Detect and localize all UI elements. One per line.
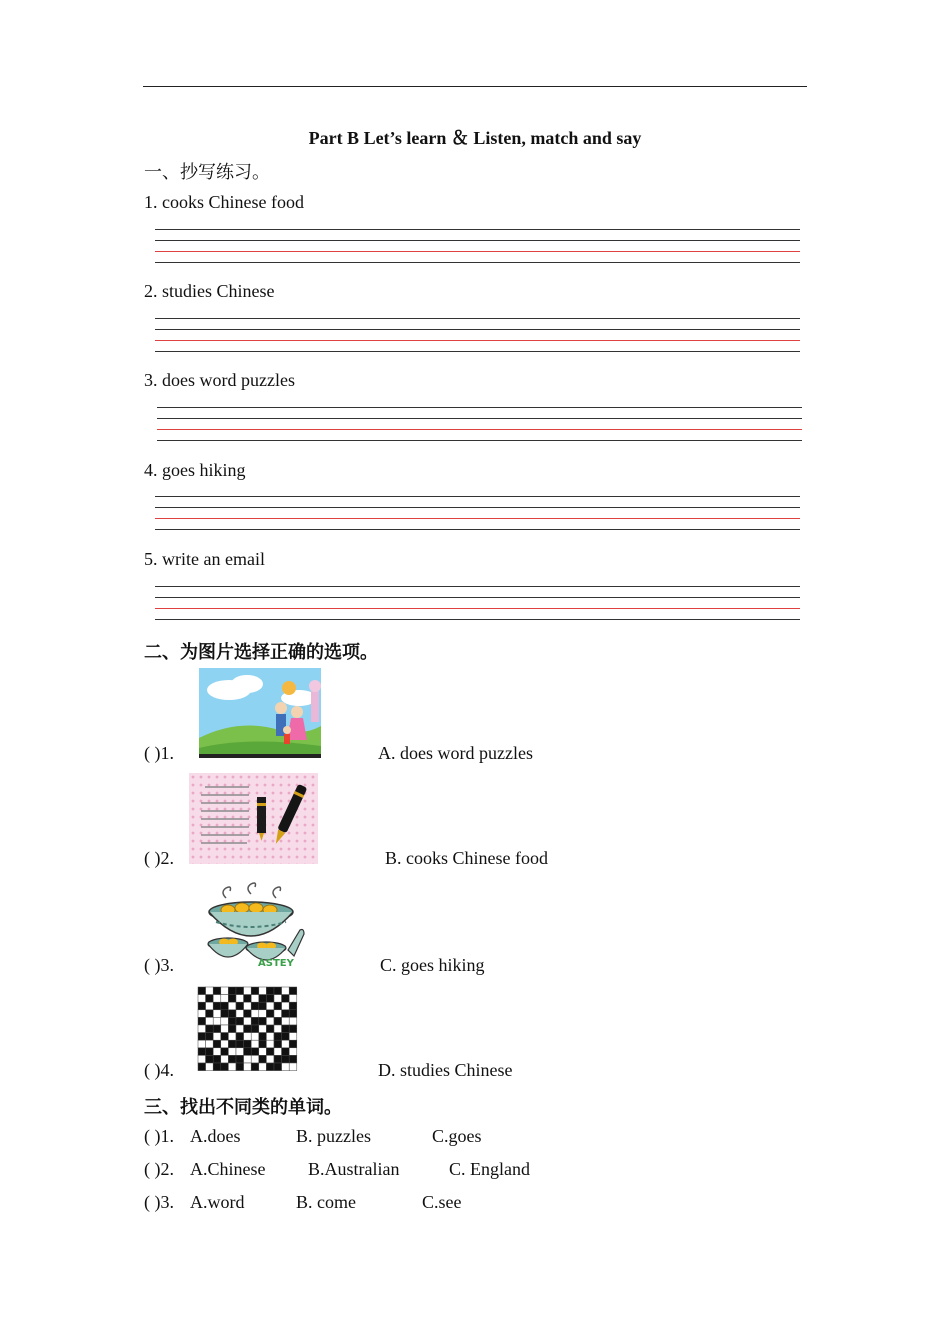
crossword-cell [198,987,206,995]
crossword-cell [228,1063,236,1071]
crossword-cell [244,1002,252,1010]
crossword-cell [228,987,236,995]
crossword-cell [198,1063,206,1071]
crossword-cell [282,987,290,995]
crossword-cell [206,1048,214,1056]
crossword-cell [259,1017,267,1025]
crossword-cell [259,995,267,1003]
odd-one-out-blank-2[interactable]: ( )2. [144,1159,174,1179]
crossword-cell [236,987,244,995]
crossword-cell [244,1025,252,1033]
crossword-cell [198,995,206,1003]
crossword-cell [274,1025,282,1033]
crossword-cell [274,1017,282,1025]
crossword-cell [251,1063,259,1071]
crossword-cell [282,1025,290,1033]
food-bowls-picture [196,880,306,972]
crossword-cell [198,1048,206,1056]
family-hiking-picture [199,668,321,758]
crossword-cell [206,1033,214,1041]
section2-heading: 二、为图片选择正确的选项。 [144,642,378,662]
crossword-cell [221,1002,229,1010]
crossword-cell [221,1063,229,1071]
crossword-cell [236,1055,244,1063]
crossword-cell [228,1033,236,1041]
copy-item-2: 2. studies Chinese [144,281,275,301]
crossword-cell [244,987,252,995]
writing-lines-5[interactable] [155,586,800,620]
crossword-cell [228,1048,236,1056]
crossword-cell [282,1063,290,1071]
crossword-cell [274,1040,282,1048]
crossword-cell [289,987,297,995]
crossword-cell [289,1063,297,1071]
crossword-cell [289,1040,297,1048]
answer-blank-1[interactable]: ( )1. [144,743,174,763]
copy-item-4: 4. goes hiking [144,460,246,480]
svg-text:ASTEY: ASTEY [258,958,294,969]
crossword-cell [244,1055,252,1063]
crossword-cell [282,995,290,1003]
crossword-cell [274,1002,282,1010]
crossword-cell [274,987,282,995]
crossword-cell [251,995,259,1003]
crossword-cell [259,1055,267,1063]
crossword-cell [282,1040,290,1048]
odd-one-out-2-b: B.Australian [308,1159,400,1179]
crossword-cell [282,1055,290,1063]
crossword-cell [236,995,244,1003]
crossword-cell [251,1025,259,1033]
crossword-cell [289,1017,297,1025]
crossword-cell [289,1033,297,1041]
writing-lines-1[interactable] [155,229,800,263]
crossword-cell [244,1040,252,1048]
crossword-cell [198,1055,206,1063]
crossword-cell [282,1033,290,1041]
crossword-cell [236,1002,244,1010]
odd-one-out-2-a: A.Chinese [190,1159,266,1179]
crossword-cell [213,995,221,1003]
odd-one-out-2-c: C. England [449,1159,530,1179]
crossword-cell [228,1025,236,1033]
crossword-cell [282,1010,290,1018]
crossword-cell [221,995,229,1003]
option-d: D. studies Chinese [378,1060,513,1080]
option-c: C. goes hiking [380,955,485,975]
crossword-cell [259,987,267,995]
crossword-cell [198,1002,206,1010]
crossword-cell [236,1063,244,1071]
crossword-cell [198,1017,206,1025]
odd-one-out-1-c: C.goes [432,1126,482,1146]
crossword-cell [266,1025,274,1033]
crossword-cell [266,1055,274,1063]
crossword-cell [206,1025,214,1033]
header-rule [143,86,807,87]
crossword-cell [198,1010,206,1018]
crossword-cell [266,1048,274,1056]
crossword-cell [228,1002,236,1010]
crossword-cell [259,1025,267,1033]
crossword-cell [266,995,274,1003]
crossword-cell [228,995,236,1003]
copy-item-5: 5. write an email [144,549,265,569]
crossword-cell [274,1055,282,1063]
page-title: Part B Let’s learn ＆ Listen, match and say [308,128,642,148]
copy-item-1: 1. cooks Chinese food [144,192,304,212]
crossword-cell [274,1010,282,1018]
crossword-cell [244,1048,252,1056]
crossword-cell [274,1048,282,1056]
crossword-cell [266,1010,274,1018]
crossword-cell [282,1048,290,1056]
crossword-cell [251,1055,259,1063]
answer-blank-3[interactable]: ( )3. [144,955,174,975]
crossword-cell [228,1010,236,1018]
crossword-cell [259,1002,267,1010]
crossword-cell [289,1055,297,1063]
crossword-cell [221,1017,229,1025]
crossword-cell [206,995,214,1003]
crossword-cell [251,1033,259,1041]
crossword-cell [206,1063,214,1071]
crossword-cell [228,1040,236,1048]
crossword-cell [213,1002,221,1010]
crossword-cell [244,1033,252,1041]
crossword-cell [251,1002,259,1010]
odd-one-out-3-c: C.see [422,1192,462,1212]
chinese-writing-pen-picture [189,773,318,864]
odd-one-out-1-a: A.does [190,1126,241,1146]
crossword-cell [259,1063,267,1071]
crossword-cell [221,1033,229,1041]
crossword-cell [213,1033,221,1041]
crossword-cell [259,1048,267,1056]
crossword-cell [259,1033,267,1041]
section1-heading: 一、抄写练习。 [144,162,270,182]
crossword-cell [198,1033,206,1041]
crossword-cell [206,987,214,995]
crossword-cell [206,1055,214,1063]
crossword-cell [266,1002,274,1010]
crossword-cell [198,1025,206,1033]
crossword-cell [289,1025,297,1033]
option-a: A. does word puzzles [378,743,533,763]
crossword-cell [289,1010,297,1018]
crossword-cell [251,1010,259,1018]
crossword-cell [282,1017,290,1025]
crossword-cell [251,1048,259,1056]
crossword-cell [221,1055,229,1063]
crossword-cell [259,1040,267,1048]
answer-blank-4[interactable]: ( )4. [144,1060,174,1080]
crossword-cell [244,1017,252,1025]
crossword-cell [244,995,252,1003]
crossword-cell [244,1010,252,1018]
odd-one-out-3-a: A.word [190,1192,245,1212]
crossword-cell [251,1040,259,1048]
crossword-cell [213,1025,221,1033]
crossword-cell [213,1048,221,1056]
crossword-cell [221,1040,229,1048]
option-b: B. cooks Chinese food [385,848,548,868]
crossword-cell [213,1010,221,1018]
crossword-cell [221,1048,229,1056]
crossword-cell [236,1010,244,1018]
crossword-cell [274,995,282,1003]
crossword-cell [236,1017,244,1025]
crossword-cell [206,1010,214,1018]
odd-one-out-blank-3[interactable]: ( )3. [144,1192,174,1212]
crossword-cell [289,1002,297,1010]
crossword-cell [236,1048,244,1056]
writing-lines-4[interactable] [155,496,800,530]
crossword-cell [282,1002,290,1010]
crossword-cell [198,1040,206,1048]
writing-lines-2[interactable] [155,318,800,352]
crossword-cell [206,1040,214,1048]
section3-heading: 三、找出不同类的单词。 [144,1097,342,1117]
crossword-cell [251,987,259,995]
crossword-cell [266,1063,274,1071]
crossword-cell [251,1017,259,1025]
crossword-cell [266,1017,274,1025]
odd-one-out-blank-1[interactable]: ( )1. [144,1126,174,1146]
crossword-puzzle-picture [196,985,300,1076]
crossword-cell [206,1002,214,1010]
crossword-cell [213,1055,221,1063]
crossword-cell [289,1048,297,1056]
writing-lines-3[interactable] [157,407,802,441]
odd-one-out-3-b: B. come [296,1192,356,1212]
crossword-cell [266,987,274,995]
copy-item-3: 3. does word puzzles [144,370,295,390]
crossword-cell [213,1017,221,1025]
crossword-cell [266,1040,274,1048]
crossword-cell [213,987,221,995]
crossword-cell [221,1010,229,1018]
crossword-cell [266,1033,274,1041]
crossword-cell [274,1063,282,1071]
crossword-cell [236,1025,244,1033]
crossword-cell [221,987,229,995]
crossword-cell [228,1055,236,1063]
crossword-cell [213,1063,221,1071]
crossword-cell [274,1033,282,1041]
crossword-cell [236,1040,244,1048]
crossword-cell [259,1010,267,1018]
answer-blank-2[interactable]: ( )2. [144,848,174,868]
crossword-cell [236,1033,244,1041]
crossword-cell [213,1040,221,1048]
crossword-cell [228,1017,236,1025]
odd-one-out-1-b: B. puzzles [296,1126,371,1146]
crossword-cell [289,995,297,1003]
crossword-cell [206,1017,214,1025]
crossword-cell [221,1025,229,1033]
crossword-cell [244,1063,252,1071]
